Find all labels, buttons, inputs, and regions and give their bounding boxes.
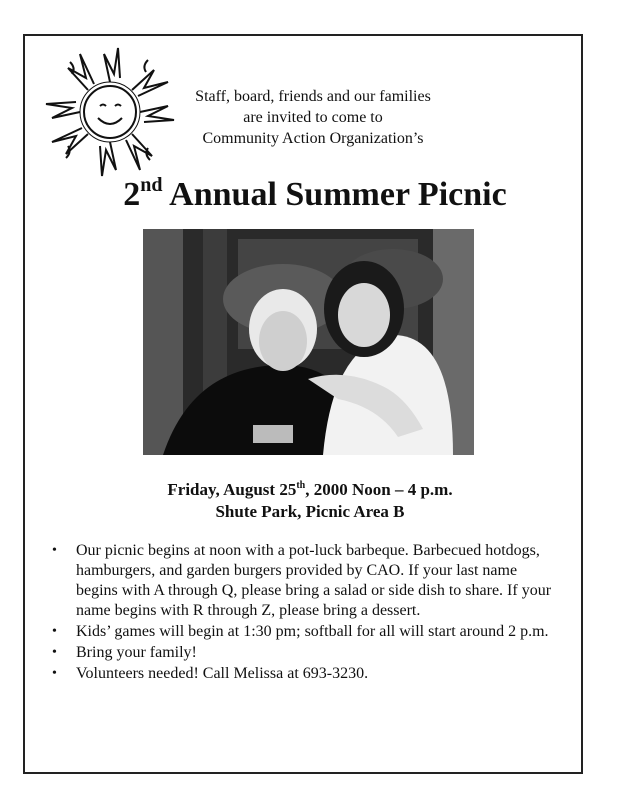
- invitation-text: [168, 86, 458, 149]
- event-date-time: [130, 479, 490, 501]
- bullet-icon: •: [52, 624, 57, 639]
- intro-line-3: Community Action Organization’s: [202, 130, 424, 147]
- event-date-rest: , 2000 Noon – 4 p.m.: [305, 480, 453, 499]
- bullet-icon: •: [52, 543, 57, 558]
- smiling-sun-icon: [40, 42, 180, 182]
- details-list: [48, 541, 558, 685]
- page-title: [70, 175, 560, 215]
- list-item-text: Our picnic begins at noon with a pot-luck barbeque. Barbecued hotdogs, hamburgers, and garden burgers provided by CAO. If your last name begins with A through Q, please bring a salad or side dish to share. If your name begins with R through Z, please bring a dessert.: [76, 542, 552, 619]
- bullet-icon: •: [52, 666, 57, 681]
- event-date-prefix: Friday, August 25: [167, 480, 297, 499]
- event-location: Shute Park, Picnic Area B: [215, 502, 405, 521]
- photo-illustration: [143, 229, 474, 455]
- intro-line-2: are invited to come to: [243, 109, 383, 126]
- list-item: [48, 541, 558, 621]
- intro-line-1: Staff, board, friends and our families: [195, 88, 431, 105]
- event-details: [130, 479, 490, 523]
- title-text: Annual Summer Picnic: [169, 176, 507, 213]
- list-item-text: Volunteers needed! Call Melissa at 693-3230.: [76, 665, 369, 682]
- bullet-icon: •: [52, 645, 57, 660]
- list-item-text: Bring your family!: [76, 644, 197, 661]
- list-item-text: Kids’ games will begin at 1:30 pm; softball for all will start around 2 p.m.: [76, 623, 549, 640]
- list-item: [48, 622, 558, 642]
- event-date-suffix: th: [296, 480, 306, 491]
- title-ordinal-suffix: nd: [140, 174, 163, 196]
- list-item: [48, 664, 558, 684]
- list-item: [48, 643, 558, 663]
- title-ordinal-number: 2: [123, 176, 141, 213]
- photo-two-women: [143, 229, 474, 455]
